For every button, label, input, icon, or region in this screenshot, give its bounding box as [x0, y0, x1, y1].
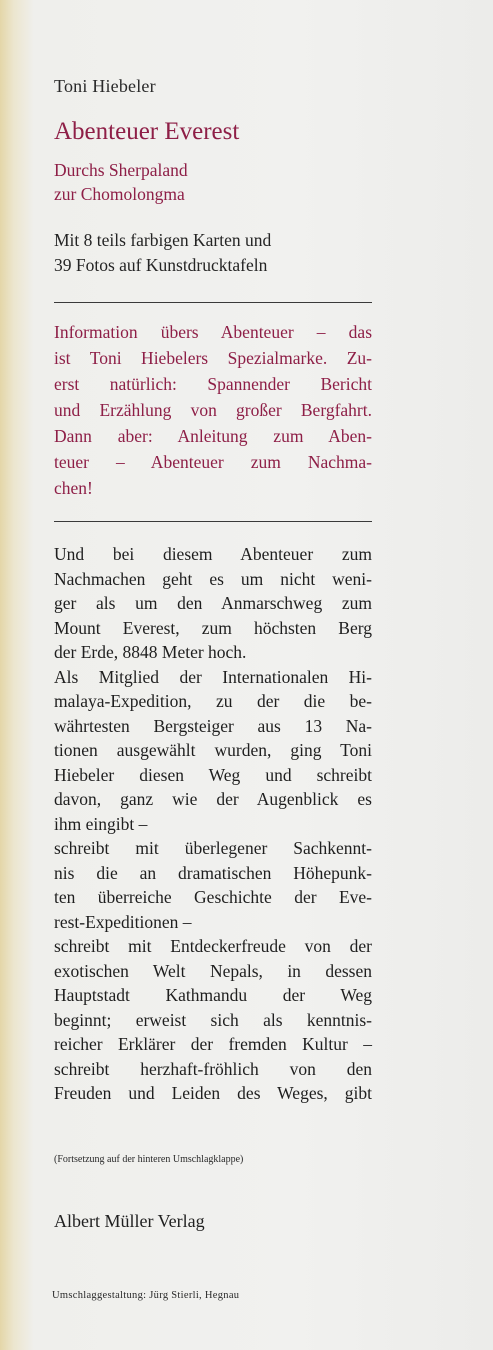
note-line: 39 Fotos auf Kunstdrucktafeln: [54, 255, 268, 275]
text-line: ihm eingibt –: [54, 813, 148, 834]
text-line: Nachmachen geht es um nicht weni-: [54, 568, 372, 589]
intro-paragraph: [54, 319, 372, 501]
book-subtitle: [54, 158, 372, 206]
continuation-note: (Fortsetzung auf der hinteren Umschlagklappe): [54, 1154, 244, 1165]
text-line: beginnt; erweist sich als kenntnis-: [54, 1009, 372, 1030]
text-line: reicher Erklärer der fremden Kultur –: [54, 1034, 372, 1054]
publisher-name: Albert Müller Verlag: [54, 1211, 205, 1231]
text-line: exotischen Welt Nepals, in dessen: [54, 960, 372, 981]
subtitle-line: zur Chomolongma: [54, 184, 185, 204]
text-line: Als Mitglied der Internationalen Hi-: [54, 666, 372, 687]
text-line: tionen ausgewählt wurden, ging Toni: [54, 740, 372, 760]
text-line: teuer – Abenteuer zum Nachma-: [54, 452, 372, 472]
text-line: malaya-Expedition, zu der die be-: [54, 691, 372, 711]
divider-rule: [54, 302, 372, 303]
text-line: chen!: [54, 478, 93, 498]
text-line: schreibt herzhaft-fröhlich von den: [54, 1058, 372, 1079]
text-line: erst natürlich: Spannender Bericht: [54, 374, 372, 394]
text-line: davon, ganz wie der Augenblick es: [54, 789, 372, 809]
divider-rule: [54, 521, 372, 522]
illustration-note: [54, 228, 372, 278]
text-line: Hiebeler diesen Weg und schreibt: [54, 764, 372, 785]
cover-design-credit: Umschlaggestaltung: Jürg Stierli, Hegnau: [52, 1290, 240, 1301]
book-title: Abenteuer Everest: [54, 118, 240, 145]
text-line: Freuden und Leiden des Weges, gibt: [54, 1083, 372, 1103]
subtitle-line: Durchs Sherpaland: [54, 160, 188, 180]
text-line: ten überreiche Geschichte der Eve-: [54, 887, 372, 907]
note-line: Mit 8 teils farbigen Karten und: [54, 230, 272, 250]
text-line: der Erde, 8848 Meter hoch.: [54, 642, 247, 662]
text-line: Mount Everest, zum höchsten Berg: [54, 617, 372, 638]
text-line: Hauptstadt Kathmandu der Weg: [54, 985, 372, 1005]
text-line: schreibt mit überlegener Sachkennt-: [54, 838, 372, 858]
text-line: Information übers Abenteuer – das: [54, 322, 372, 342]
text-line: schreibt mit Entdeckerfreude von der: [54, 936, 372, 956]
author-name: Toni Hiebeler: [54, 76, 156, 96]
text-line: ger als um den Anmarschweg zum: [54, 593, 372, 613]
text-line: währtesten Bergsteiger aus 13 Na-: [54, 715, 372, 736]
text-line: und Erzählung von großer Bergfahrt.: [54, 400, 372, 420]
text-line: rest-Expeditionen –: [54, 911, 192, 932]
text-line: nis die an dramatischen Höhepunk-: [54, 862, 372, 883]
text-line: ist Toni Hiebelers Spezialmarke. Zu-: [54, 348, 372, 368]
text-line: Und bei diesem Abenteuer zum: [54, 544, 372, 564]
text-line: Dann aber: Anleitung zum Aben-: [54, 426, 372, 446]
body-paragraph: [54, 542, 372, 1106]
